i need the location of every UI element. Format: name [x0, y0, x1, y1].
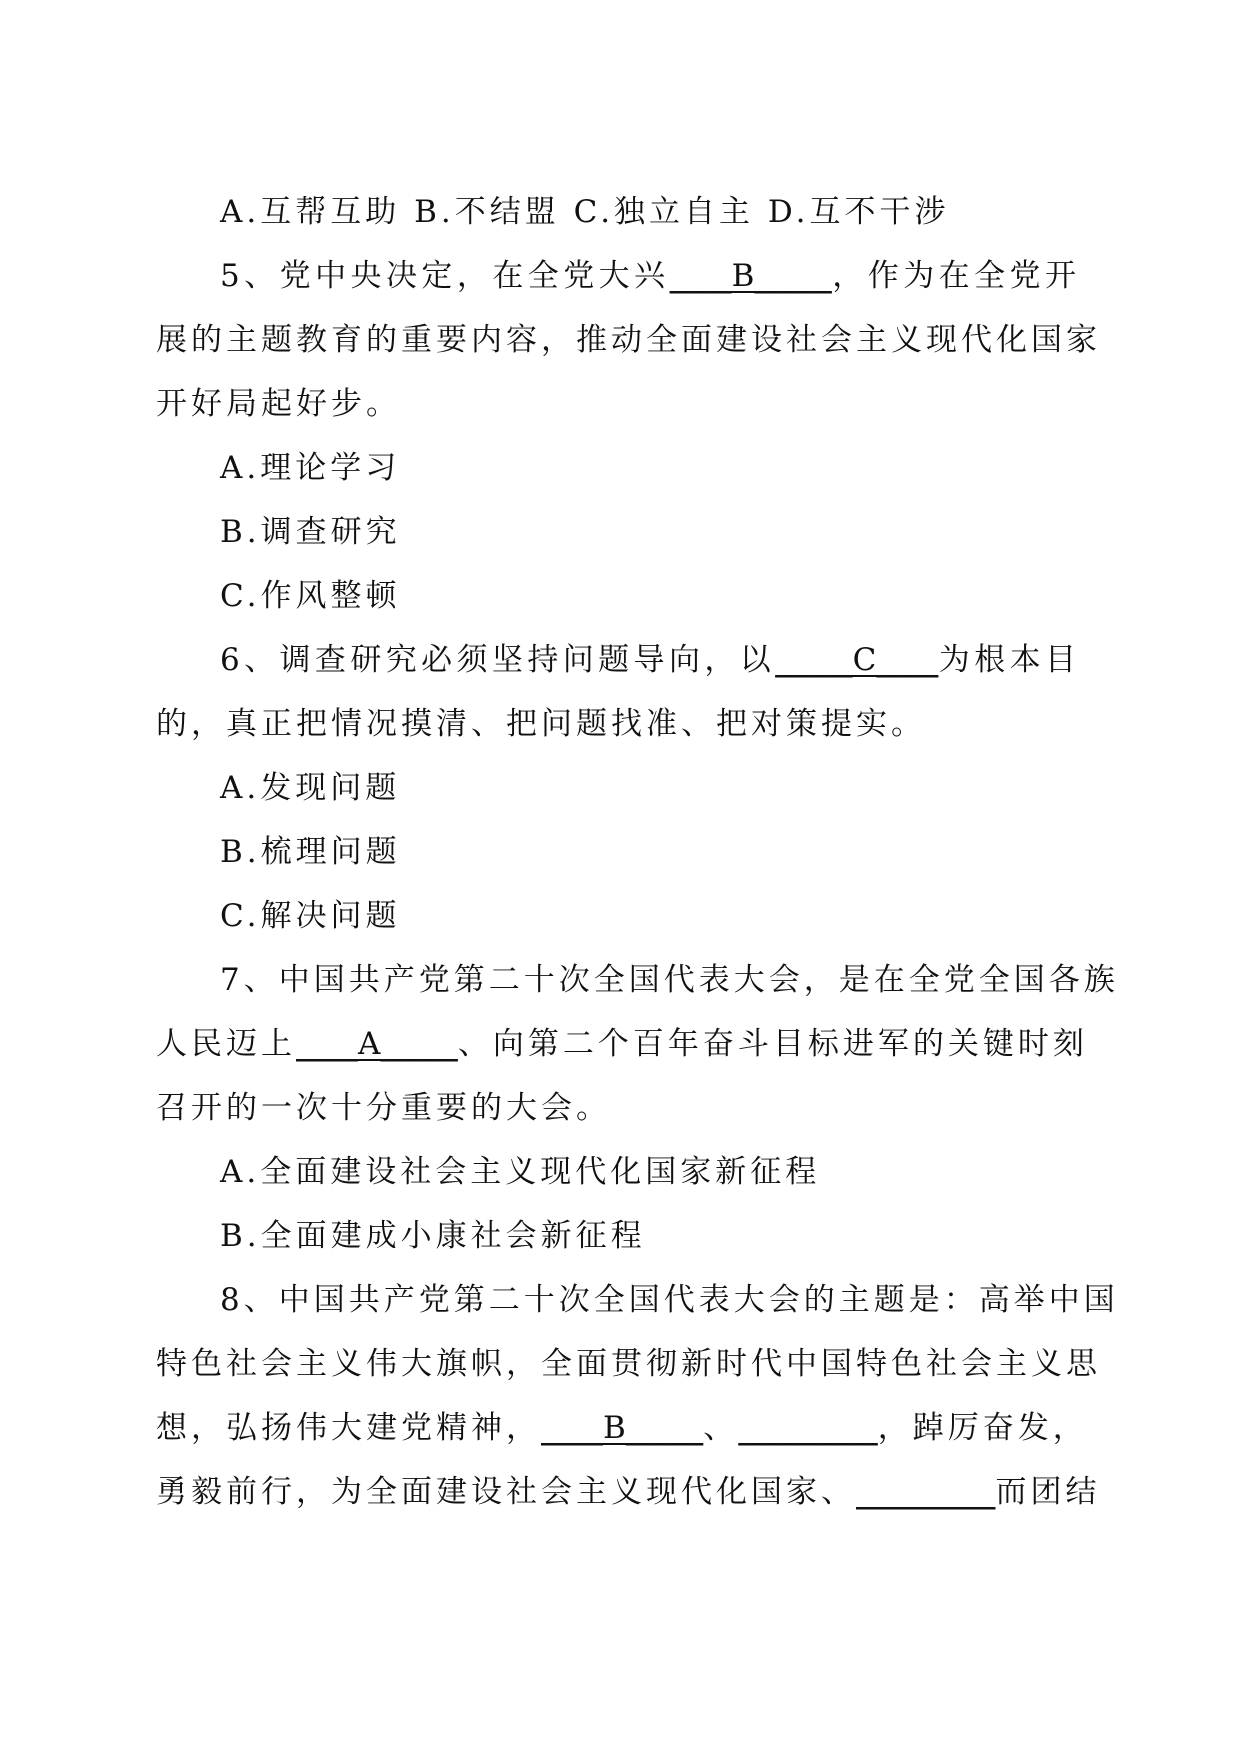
- q4-options: [220, 180, 1080, 244]
- q8-answer-blank-1: ____B_____: [541, 1410, 704, 1446]
- q8-answer-blank-2: _________: [738, 1410, 878, 1446]
- q7-option-a-text: A.全面建设社会主义现代化国家新征程: [220, 1154, 821, 1190]
- q6-answer-blank: _____C____: [775, 642, 939, 678]
- q7-stem-text-4: 召开的一次十分重要的大会。: [156, 1090, 611, 1126]
- q7-stem-text-2: 人民迈上: [156, 1026, 296, 1062]
- q6-option-c: [220, 884, 1080, 948]
- q5-option-b-text: B.调查研究: [220, 514, 401, 550]
- q6-stem-line-1: [220, 628, 1080, 692]
- q7-stem-text-1: 7、中国共产党第二十次全国代表大会，是在全党全国各族: [220, 962, 1119, 998]
- q6-stem-text-3: 的，真正把情况摸清、把问题找准、把对策提实。: [156, 706, 926, 742]
- q8-stem-text-1: 8、中国共产党第二十次全国代表大会的主题是：高举中国: [220, 1282, 1119, 1318]
- q4-options-text: A.互帮互助 B.不结盟 C.独立自主 D.互不干涉: [220, 194, 950, 230]
- q7-option-b-text: B.全面建成小康社会新征程: [220, 1218, 646, 1254]
- q7-answer-blank: ____A_____: [296, 1026, 458, 1062]
- q5-stem-line-3: [156, 372, 1080, 436]
- q5-stem-text-3: 展的主题教育的重要内容，推动全面建设社会主义现代化国家: [156, 322, 1101, 358]
- q8-stem-text-6: 勇毅前行，为全面建设社会主义现代化国家、: [156, 1474, 856, 1510]
- q8-stem-line-2: [156, 1332, 1101, 1396]
- q5-stem-text-4: 开好局起好步。: [156, 386, 401, 422]
- q6-stem-text-2: 为根本目: [938, 642, 1080, 678]
- q5-option-c-text: C.作风整顿: [220, 578, 401, 614]
- q5-answer-blank: ____B_____: [669, 258, 832, 294]
- q5-stem-text-2: ，作为在全党开: [831, 258, 1080, 294]
- q8-answer-blank-3: _________: [856, 1474, 996, 1510]
- q7-option-a: [220, 1140, 1080, 1204]
- q7-option-b: [220, 1204, 1080, 1268]
- q8-stem-text-3: 想，弘扬伟大建党精神，: [156, 1410, 541, 1446]
- q7-stem-text-3: 、向第二个百年奋斗目标进军的关键时刻: [457, 1026, 1088, 1062]
- q8-stem-text-2: 特色社会主义伟大旗帜，全面贯彻新时代中国特色社会主义思: [156, 1346, 1101, 1382]
- q7-stem-line-2: [156, 1012, 1088, 1076]
- q6-option-b-text: B.梳理问题: [220, 834, 401, 870]
- q6-stem-text-1: 6、调查研究必须坚持问题导向，以: [220, 642, 776, 678]
- q7-stem-line-1: [220, 948, 1119, 1012]
- q6-option-a: [220, 756, 1080, 820]
- q6-option-a-text: A.发现问题: [220, 770, 401, 806]
- q5-stem-line-1: [220, 244, 1080, 308]
- q8-stem-line-1: [220, 1268, 1119, 1332]
- q5-option-b: [220, 500, 1080, 564]
- q5-stem-text-1: 5、党中央决定，在全党大兴: [220, 258, 670, 294]
- q6-option-c-text: C.解决问题: [220, 898, 401, 934]
- q5-option-a-text: A.理论学习: [220, 450, 401, 486]
- q6-stem-line-2: [156, 692, 1080, 756]
- q8-stem-line-3: [156, 1396, 1088, 1460]
- q8-stem-line-4: [156, 1460, 1101, 1524]
- q8-stem-text-7: 而团结: [995, 1474, 1101, 1510]
- q6-option-b: [220, 820, 1080, 884]
- q8-stem-text-4: 、: [703, 1410, 739, 1446]
- q5-option-a: [220, 436, 1080, 500]
- q5-stem-line-2: [156, 308, 1101, 372]
- q5-option-c: [220, 564, 1080, 628]
- q8-stem-text-5: ，踔厉奋发，: [877, 1410, 1088, 1446]
- q7-stem-line-3: [156, 1076, 1080, 1140]
